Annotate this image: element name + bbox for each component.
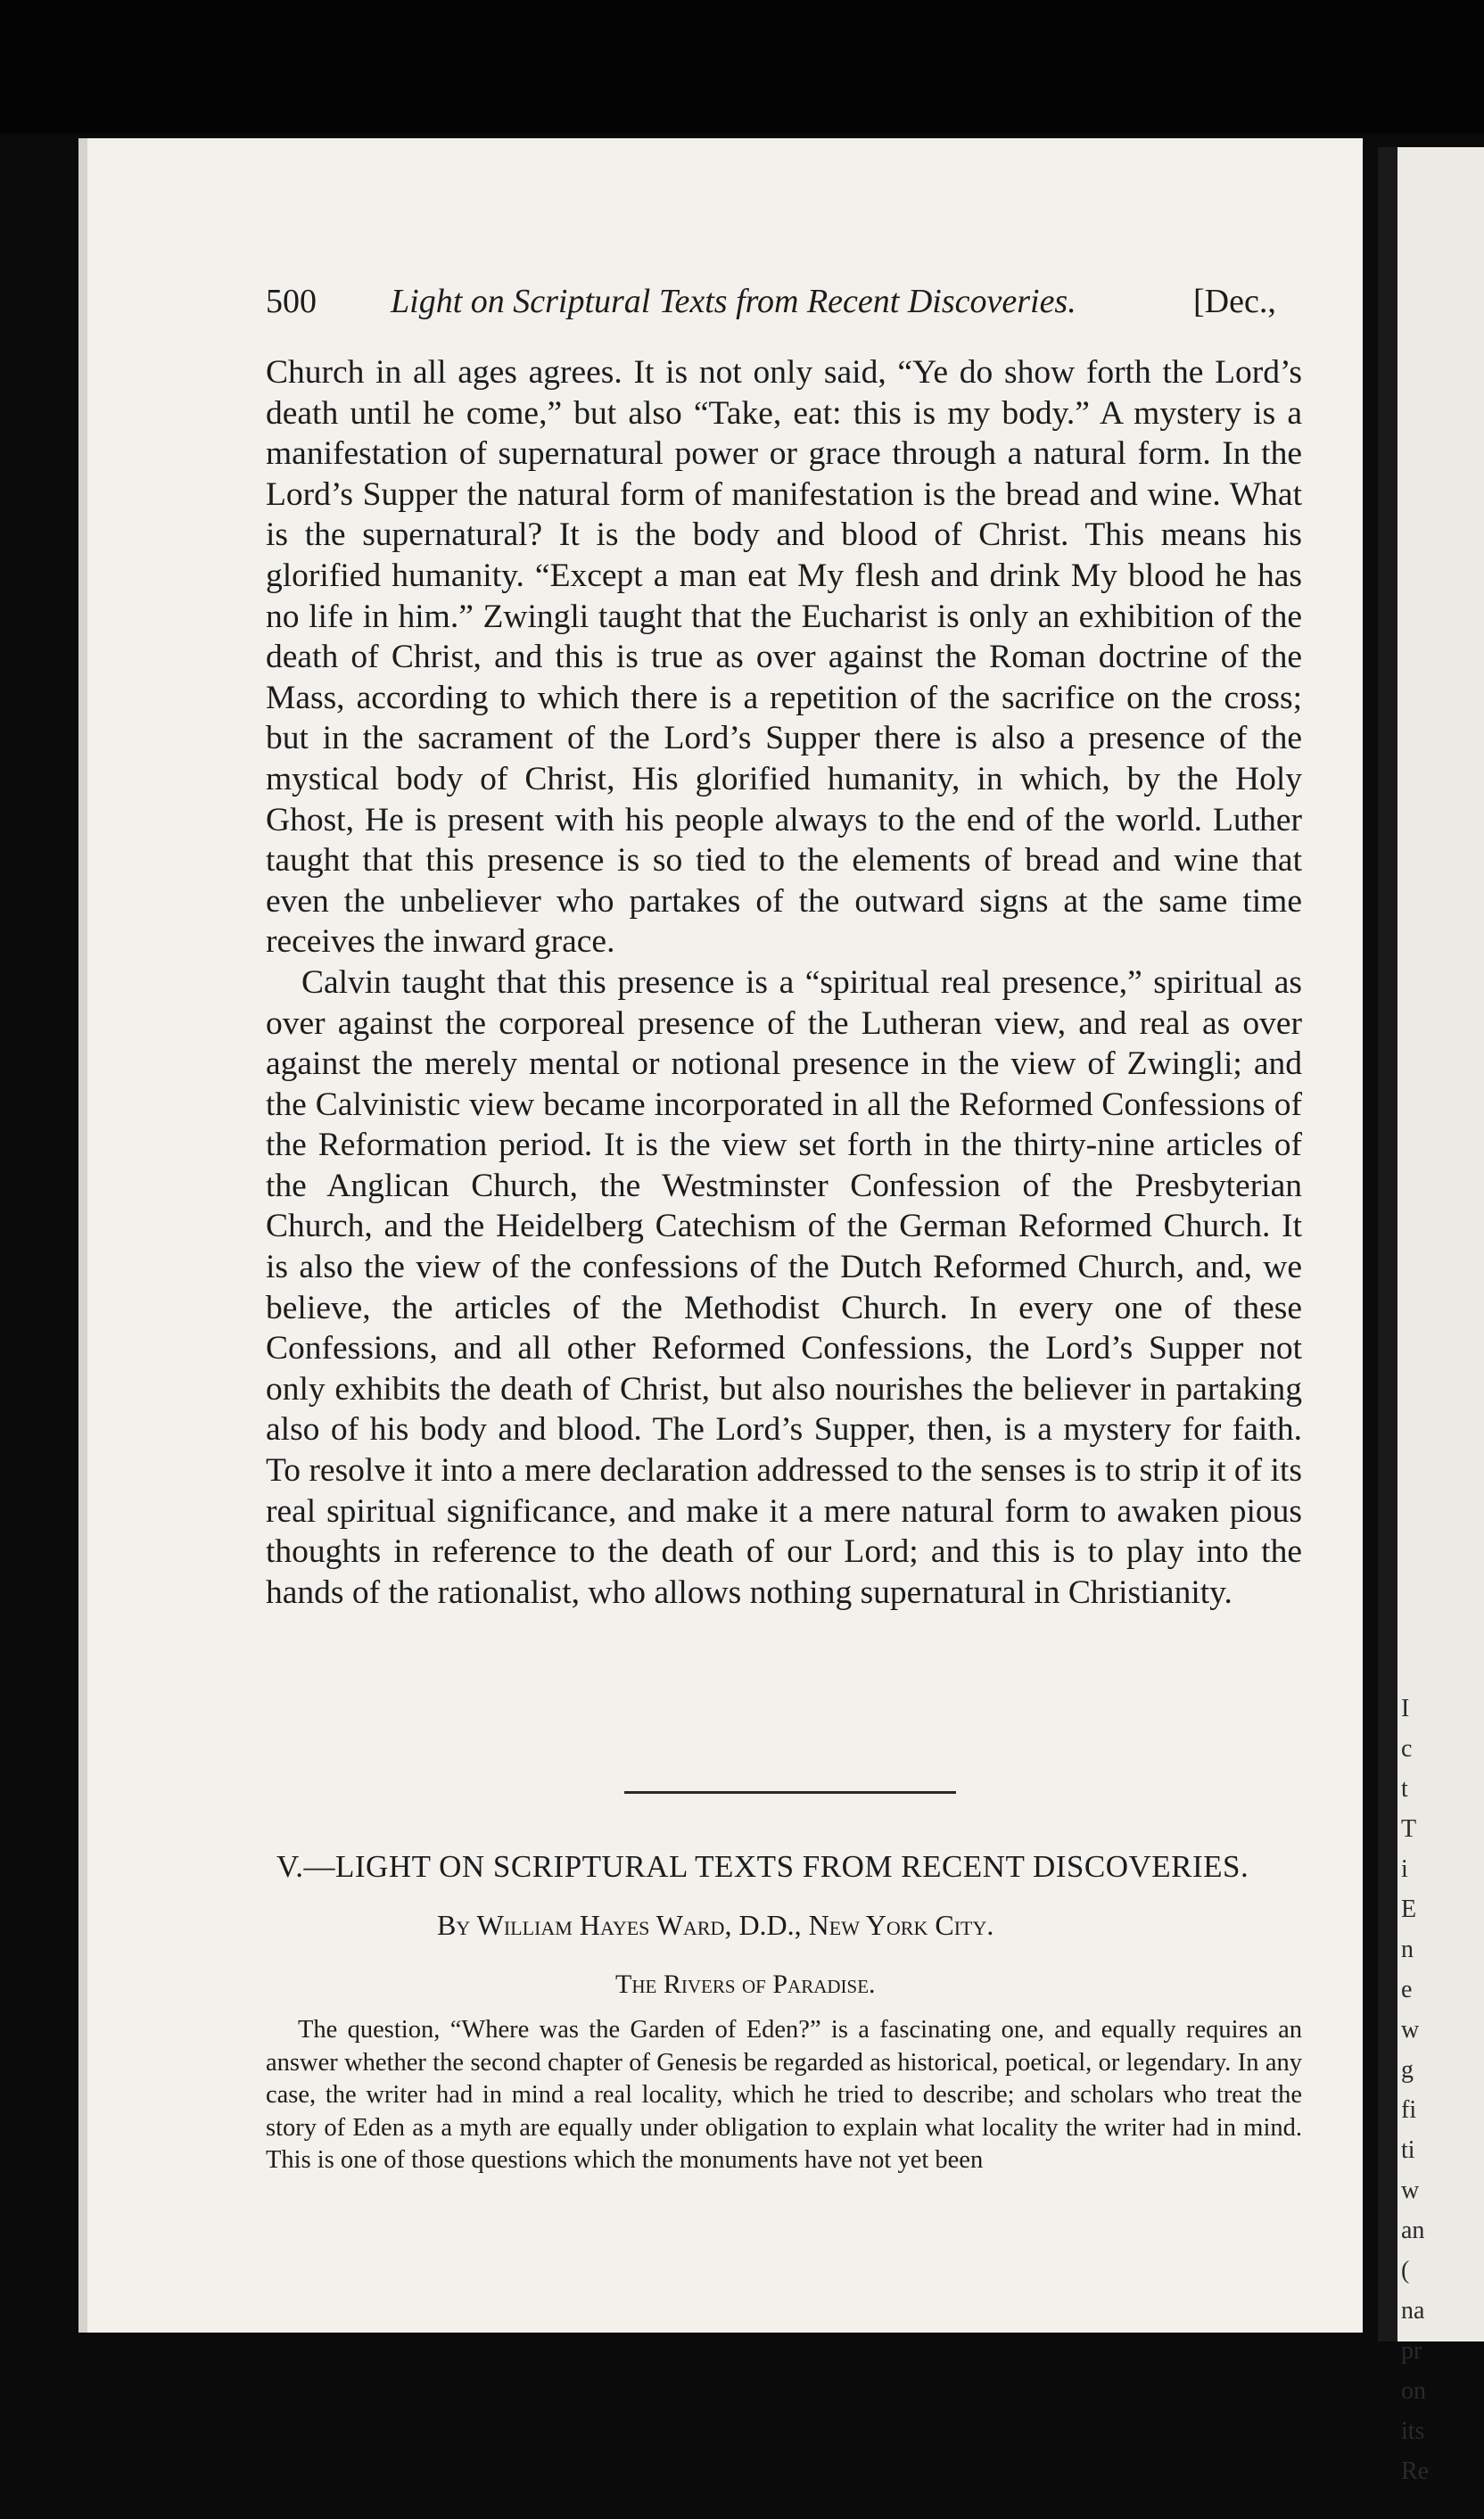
next-page-fragment: na	[1401, 2297, 1425, 2325]
next-page-fragment: g	[1401, 2056, 1414, 2084]
next-page-fragment: w	[1401, 2016, 1420, 2044]
next-page-fragment: e	[1401, 1976, 1413, 2003]
article-body	[266, 352, 1302, 1613]
next-page-fragment: its	[1401, 2417, 1425, 2445]
scan-background-top	[0, 0, 1484, 134]
next-page-fragment: n	[1401, 1936, 1414, 1963]
page-number: 500	[266, 283, 317, 320]
article-heading: V.—LIGHT ON SCRIPTURAL TEXTS FROM RECENT DISCOVERIES.	[276, 1849, 1249, 1884]
next-page-fragment: ti	[1401, 2136, 1415, 2164]
next-page-fragment: i	[1401, 1855, 1408, 1883]
next-page-fragment: E	[1401, 1895, 1417, 1923]
next-page-edge	[1378, 147, 1484, 2485]
next-page-fragment: fi	[1401, 2096, 1417, 2124]
next-page-fragment: c	[1401, 1735, 1413, 1763]
next-page-fragment: on	[1401, 2377, 1426, 2405]
body-paragraph: Calvin taught that this presence is a “spiritual real presence,” spiritual as over against the corporeal presence of the Lutheran view, and real as over against the merely mental or notional presence in the view of Zwingli; and the Calvinistic view became incorporated in all the Reformed Confessions of the Reformation period. It is the view set forth in the thirty-nine articles of the Anglican Church, the Westminster Confession of the Presbyterian Church, and the Heidelberg Catechism of the German Reformed Church. It is also the view of the confessions of the Dutch Reformed Church, and, we believe, the articles of the Methodist Church. In every one of these Confessions, and all other Reformed Confessions, the Lord’s Supper not only exhibits the death of Christ, but also nourishes the believer in partaking also of his body and blood. The Lord’s Supper, then, is a mystery for faith. To resolve it into a mere declaration addressed to the senses is to strip it of its real spiritual significance, and make it a mere natural form to awaken pious thoughts in reference to the death of our Lord; and this is to play into the hands of the rationalist, who allows nothing supernatural in Christianity.	[266, 963, 1302, 1611]
next-page-fragment: pr	[1401, 2337, 1422, 2365]
next-page-fragment: Re	[1401, 2457, 1430, 2485]
article-opening	[266, 2014, 1302, 2177]
next-page-fragment: I	[1401, 1695, 1410, 1722]
section-divider	[624, 1791, 956, 1794]
next-page-fragment: T	[1401, 1815, 1417, 1843]
opening-paragraph: The question, “Where was the Garden of Eden?” is a fascinating one, and equally requires an answer whether the second chapter of Genesis be regarded as historical, poetical, or legendary. In any case, the writer had in mind a real locality, which he tried to describe; and scholars who treat the story of Eden as a myth are equally under obligation to explain what locality the writer had in mind. This is one of those questions which the monuments have not yet been	[266, 2016, 1302, 2174]
article-subheading: The Rivers of Paradise.	[615, 1970, 876, 1999]
article-byline: By William Hayes Ward, D.D., New York City.	[437, 1909, 994, 1941]
running-date: [Dec.,	[1193, 283, 1276, 320]
next-page-fragment: an	[1401, 2217, 1425, 2244]
next-page-fragment: (	[1401, 2257, 1410, 2284]
next-page-fragment: w	[1401, 2176, 1420, 2204]
running-title: Light on Scriptural Texts from Recent Discoveries.	[391, 283, 1076, 320]
next-page-fragment: t	[1401, 1775, 1408, 1803]
body-paragraph: Church in all ages agrees. It is not only said, “Ye do show forth the Lord’s death until he come,” but also “Take, eat: this is my body.” A mystery is a manifestation of supernatural power or grace through a natural form. In the Lord’s Supper the natural form of manifestation is the bread and wine. What is the supernatural? It is the body and blood of Christ. This means his glorified humanity. “Except a man eat My flesh and drink My blood he has no life in him.” Zwingli taught that the Eucharist is only an exhibition of the death of Christ, and this is true as over against the Roman doctrine of the Mass, according to which there is a repetition of the sacrifice on the cross; but in the sacrament of the Lord’s Supper there is also a presence of the mystical body of Christ, His glorified humanity, in which, by the Holy Ghost, He is present with his people always to the end of the world. Luther taught that this presence is so tied to the elements of bread and wine that even the unbeliever who partakes of the outward signs at the same time receives the inward grace.	[266, 354, 1302, 961]
